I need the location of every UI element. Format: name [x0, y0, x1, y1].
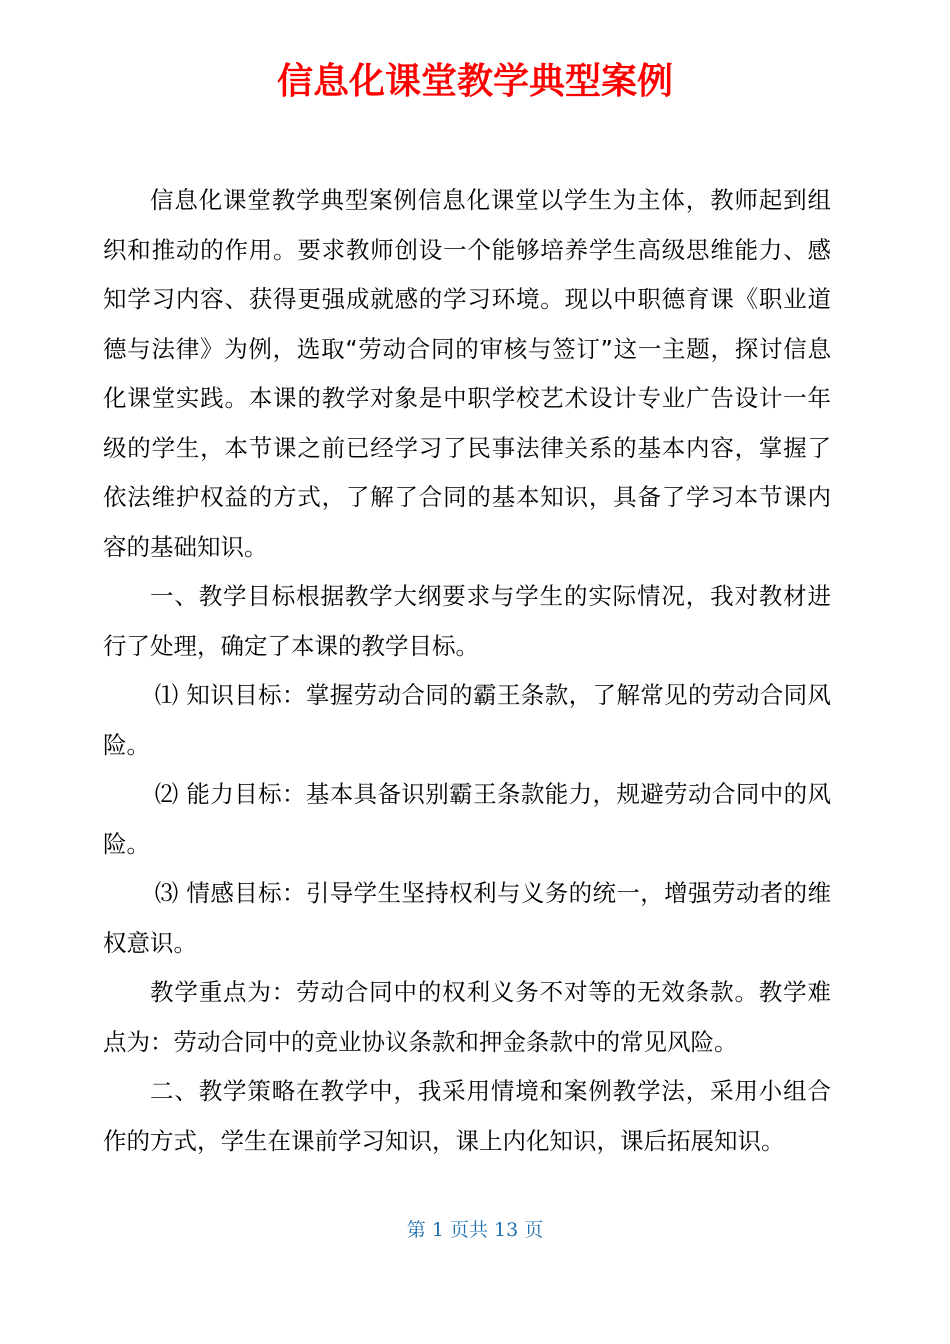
paragraph-emotion-goal: ⑶ 情感目标：引导学生坚持权利与义务的统一，增强劳动者的维权意识。: [103, 879, 831, 957]
paragraph-teaching-strategy: 二、教学策略在教学中，我采用情境和案例教学法，采用小组合作的方式，学生在课前学习知识，课上内化知识，课后拓展知识。: [103, 1077, 831, 1155]
paragraph-key-points: 教学重点为：劳动合同中的权利义务不对等的无效条款。教学难点为：劳动合同中的竞业协议条款和押金条款中的常见风险。: [103, 978, 831, 1056]
document-body: [103, 176, 831, 1166]
paragraph-knowledge-goal: ⑴ 知识目标：掌握劳动合同的霸王条款，了解常见的劳动合同风险。: [103, 681, 831, 759]
paragraph-ability-goal: ⑵ 能力目标：基本具备识别霸王条款能力，规避劳动合同中的风险。: [103, 780, 831, 858]
paragraph-introduction: 信息化课堂教学典型案例信息化课堂以学生为主体，教师起到组织和推动的作用。要求教师创设一个能够培养学生高级思维能力、感知学习内容、获得更强成就感的学习环境。现以中职德育课《职业道德与法律》为例，选取“劳动合同的审核与签订”这一主题，探讨信息化课堂实践。本课的教学对象是中职学校艺术设计专业广告设计一年级的学生，本节课之前已经学习了民事法律关系的基本内容，掌握了依法维护权益的方式，了解了合同的基本知识，具备了学习本节课内容的基础知识。: [103, 186, 831, 561]
paragraph-teaching-goals: 一、教学目标根据教学大纲要求与学生的实际情况，我对教材进行了处理，确定了本课的教学目标。: [103, 582, 831, 660]
page-number-footer: 第 1 页共 13 页: [406, 1219, 544, 1241]
document-title: 信息化课堂教学典型案例: [276, 61, 673, 102]
